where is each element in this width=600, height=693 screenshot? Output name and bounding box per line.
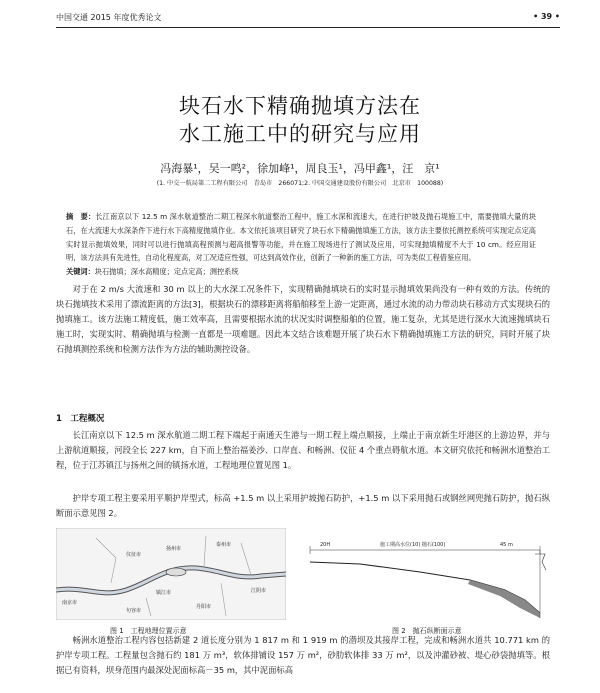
- journal-name: 中国交通 2015 年度优秀论文: [56, 13, 162, 22]
- place-label: 句容市: [126, 608, 142, 614]
- authors: 冯海暴¹，吴一鸣²，徐加峰¹，周良玉¹，冯甲鑫¹，汪 京¹: [160, 162, 440, 175]
- dim-label-left: 20H: [320, 542, 331, 548]
- place-label: 扬州市: [166, 546, 182, 552]
- affiliation: (1. 中交一航局第二工程有限公司 青岛市 266071;2. 中国交通建设股份有限公司 北京市 100088): [156, 180, 444, 187]
- island: [166, 568, 186, 576]
- dim-label-right: 45 m: [500, 542, 513, 548]
- abstract-label: 摘 要：: [66, 212, 96, 221]
- figure-2-section: [300, 528, 550, 620]
- place-label: 江阴市: [251, 588, 267, 594]
- riverbed-profile: [310, 562, 540, 613]
- keywords-text: 块石抛填；深水高精度；定点定高；测控系统: [94, 267, 239, 277]
- abstract-text: 长江南京以下 12.5 m 深水航道整治二期工程深水航道整治工程中，施工水深和流速大，在进行护坡及抛石堤施工中，需要抛填大量的块石，在大流速大水深条件下进行水下高精度抛填作业。本文依托该项目研究了块石水下精确抛填施工方法，该方法主要依托测控系统可实现定点定高实时显示抛填效果，同时可以进行抛填高程预测与超高报警等功能，并在施工现场进行了测试及应用，可实现抛填精度不大于 10 cm。经应用证明，该方法具有先进性，自动化程度高，对工况适应性强，可达到高效作业，创新了一种新的施工方法，可为类似工程借鉴应用。: [66, 212, 536, 263]
- keywords-label: 关键词：: [66, 267, 95, 277]
- title-line-1: 块石水下精确抛填方法在: [179, 94, 421, 118]
- place-label: 南京市: [62, 600, 78, 606]
- dim-label-mid: 施工期高水位(10) 抛石(100): [380, 542, 446, 548]
- place-label: 镇江市: [156, 590, 172, 596]
- section-graphic: [300, 528, 550, 620]
- place-label: 仪征市: [126, 552, 142, 558]
- bank-slope: [535, 554, 546, 570]
- riprap-layer: [468, 580, 540, 618]
- place-label: 丹阳市: [196, 604, 212, 610]
- figure-2-caption: 图 2 抛石纵断面示意: [392, 627, 462, 635]
- paragraph-project-overview: 长江南京以下 12.5 m 深水航道二期工程下端起于南通天生港与一期工程上端点顺接，上端止于南京新生圩港区的上游边界，并与上游航道顺接，河段全长 227 km，自下而上整治福姜沙、口岸直、和畅洲、仪征 4 个重点碍航水道。本文研究依托和畅洲水道整治工程，位于江苏镇江与扬州之间的镇扬水道，工程地理位置见图 1。: [56, 430, 550, 470]
- section-heading-1: 1 工程概况: [56, 414, 105, 424]
- figure-1-caption: 图 1 工程地理位置示意: [110, 627, 187, 635]
- title-line-2: 水工施工中的研究与应用: [179, 122, 421, 146]
- place-label: 泰州市: [216, 542, 232, 548]
- abstract: [66, 210, 536, 279]
- intro-paragraph: 对于在 2 m/s 大流速和 30 m 以上的大水深工况条件下，实现精确抛填块石的实时显示抛填效果尚没有一种有效的方法。传统的块石抛填技术采用了漂流距离的方法[3]，根据块石的漂移距离将船舶移至上游一定距离，通过水流的动力带动块石移动方式实现块石的抛填施工。该方法施工精度低，施工效率高，且需要根据水流的状况实时调整船舶的位置，施工复杂，尤其是进行深水大流速抛填块石施工时，实现实时、精确抛填与检测一直都是一项难题。因此本文结合该难题开展了块石水下精确抛填施工方法的研究，同时开展了块石抛填测控系统和检测方法作为方法的辅助测控设备。: [56, 284, 550, 354]
- paragraph-works: 畅洲水道整治工程内容包括新建 2 道长度分别为 1 817 m 和 1 919 m 的潜坝及其接岸工程，完成和畅洲水道共 10.771 km 的护岸专项工程。工程量包含抛石约 181 万 m³，软体排铺设 157 万 m²，砂肋软体排 33 万 m²，以及沖灌砂被、堤心砂袋抛填等。根据已有资料，坝身范围内最深处泥面标高－35 m，其中泥面标高: [56, 635, 550, 675]
- running-header: [56, 12, 560, 26]
- header-rule: [56, 27, 560, 28]
- figure-1-map: [56, 528, 286, 620]
- paragraph-revetment: 护岸专项工程主要采用平顺护岸型式，标高 +1.5 m 以上采用护坡抛石防护，+1.5 m 以下采用抛石或钢丝网兜抛石防护，抛石纵断面示意见图 2。: [56, 493, 550, 518]
- page-number: • 39 •: [533, 12, 560, 21]
- map-graphic: [56, 528, 286, 620]
